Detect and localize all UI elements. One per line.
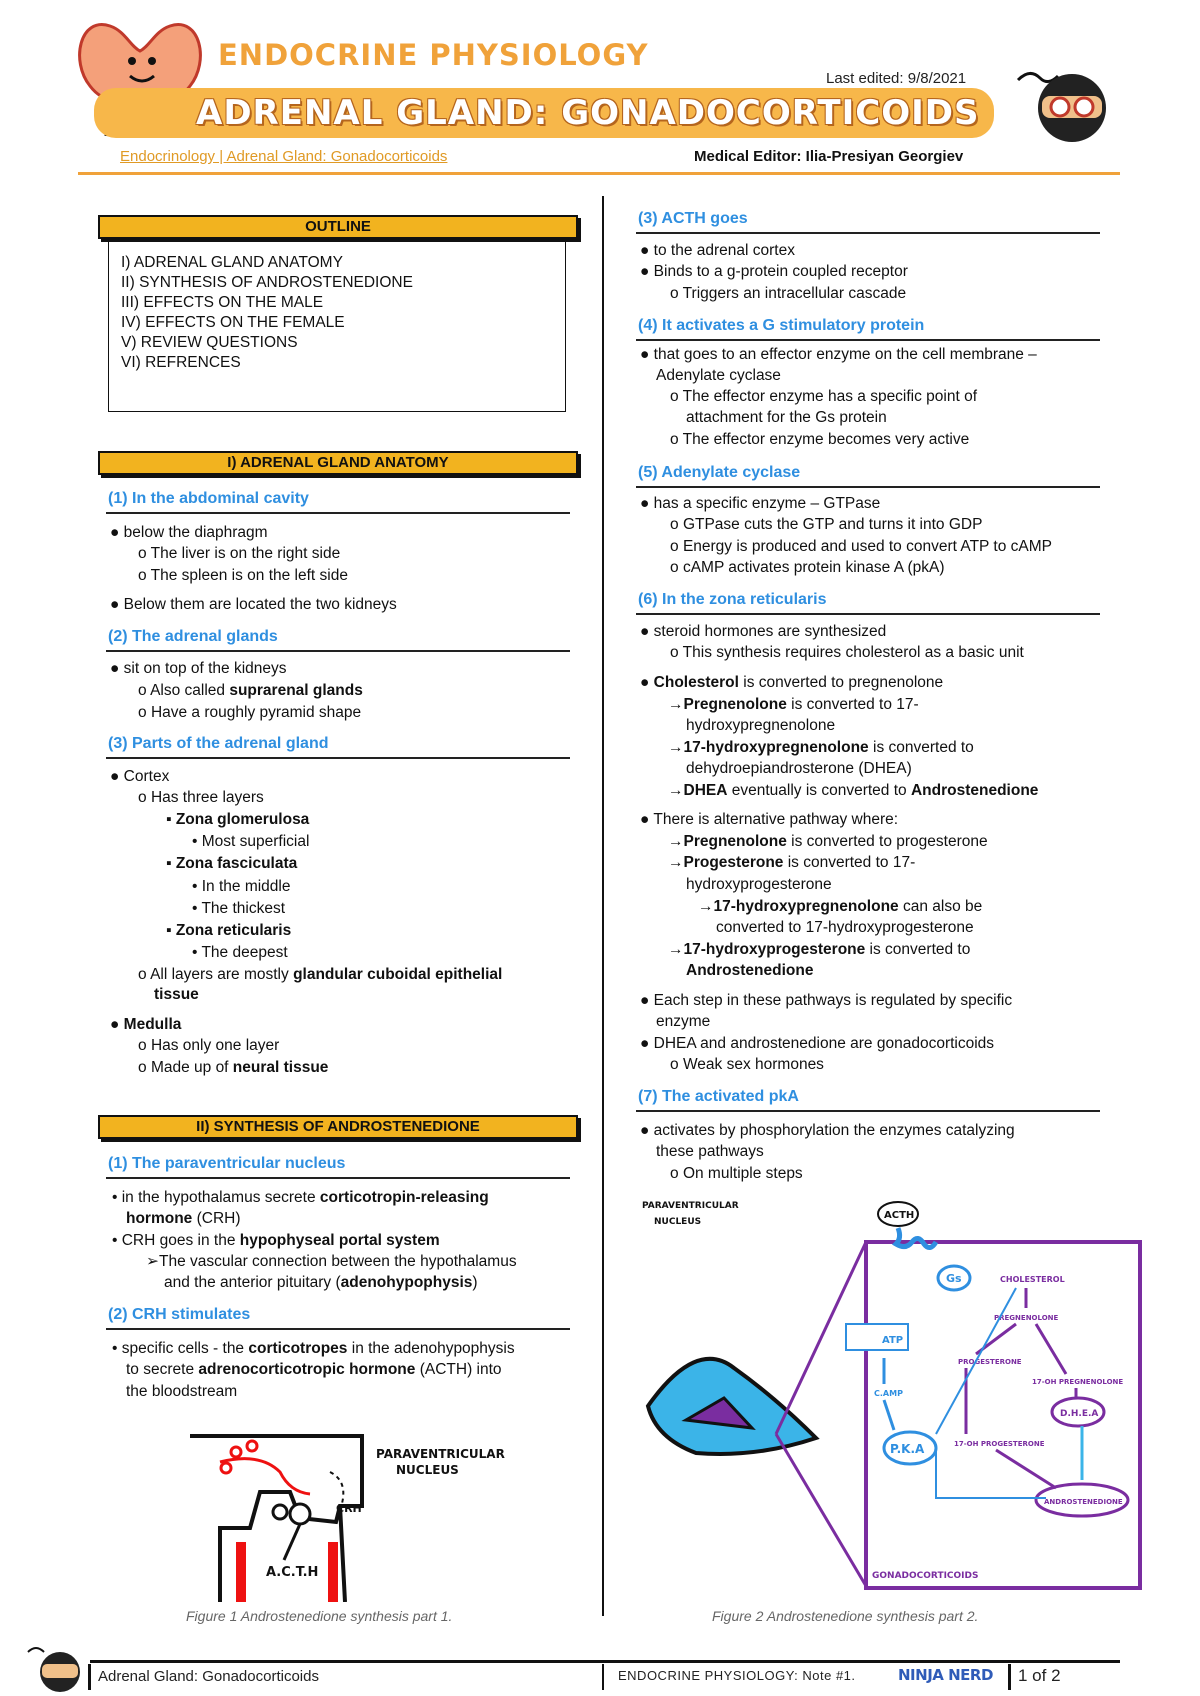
subheading-rule [636, 1110, 1100, 1112]
footer-divider [90, 1660, 1120, 1663]
fig1-label-acth: A.C.T.H [266, 1565, 319, 1580]
bullet-text: →17-hydroxypregnenolone is converted to [668, 739, 974, 756]
column-divider [602, 196, 604, 1616]
footer-brand-logo: NINJA NERD [898, 1666, 993, 1684]
breadcrumb-link[interactable]: Endocrinology | Adrenal Gland: Gonadocorticoids [120, 148, 448, 165]
sec1-sub3-title: (3) Parts of the adrenal gland [108, 735, 329, 752]
subject-title: ENDOCRINE PHYSIOLOGY [218, 38, 649, 72]
bullet-text: o cAMP activates protein kinase A (pkA) [670, 559, 945, 576]
bullet-text: dehydroepiandrosterone (DHEA) [686, 760, 912, 777]
subheading-rule [106, 650, 570, 652]
bullet-text: • The deepest [192, 944, 288, 961]
figure-1-diagram [180, 1432, 520, 1602]
sec1-sub2-title: (2) The adrenal glands [108, 628, 278, 645]
bullet-text: o GTPase cuts the GTP and turns it into GDP [670, 516, 983, 533]
outline-item[interactable]: IV) EFFECTS ON THE FEMALE [121, 314, 345, 331]
bullet-text: ● that goes to an effector enzyme on the cell membrane – [640, 346, 1037, 363]
bullet-text: o All layers are mostly glandular cuboidal epithelial [138, 966, 503, 983]
subheading-rule [636, 339, 1100, 341]
fig2-label-acth: ACTH [884, 1210, 915, 1221]
bullet-text: converted to 17-hydroxyprogesterone [716, 919, 974, 936]
bullet-text: the bloodstream [126, 1383, 238, 1400]
subheading-rule [106, 757, 570, 759]
bullet-text: ● There is alternative pathway where: [640, 811, 899, 828]
bullet-text: o Has only one layer [138, 1037, 280, 1054]
bullet-text: o The effector enzyme has a specific point of [670, 388, 978, 405]
fig2-label-gono: GONADOCORTICOIDS [872, 1571, 979, 1581]
footer-ninja-icon [26, 1642, 86, 1694]
bullet-text: →17-hydroxyprogesterone is converted to [668, 941, 971, 958]
bullet-text: ● Binds to a g-protein coupled receptor [640, 263, 908, 280]
outline-item[interactable]: II) SYNTHESIS OF ANDROSTENEDIONE [121, 274, 413, 291]
section-2-heading: II) SYNTHESIS OF ANDROSTENEDIONE [98, 1115, 578, 1139]
bullet-text: enzyme [656, 1013, 711, 1030]
fig1-label-crh: CRH [336, 1502, 362, 1515]
footer-middle: ENDOCRINE PHYSIOLOGY: Note #1. [618, 1668, 856, 1683]
subheading-rule [636, 486, 1100, 488]
page-title: ADRENAL GLAND: GONADOCORTICOIDS [196, 93, 980, 133]
sec1-sub1-title: (1) In the abdominal cavity [108, 490, 309, 507]
fig2-label-dhea: D.H.E.A [1060, 1409, 1099, 1419]
bullet-text: to secrete adrenocorticotropic hormone (ACTH) into [126, 1361, 502, 1378]
bullet-text: • in the hypothalamus secrete corticotropin-releasing [112, 1189, 489, 1206]
fig2-label-ohpreg: 17-OH PREGNENOLONE [1032, 1378, 1124, 1386]
col2-sub3-title: (3) ACTH goes [638, 210, 748, 227]
bullet-text: • CRH goes in the hypophyseal portal system [112, 1232, 440, 1249]
col2-sub7-title: (7) The activated pkA [638, 1088, 799, 1105]
bullet-text: • In the middle [192, 878, 291, 895]
bullet-text: →Progesterone is converted to 17- [668, 854, 916, 871]
bullet-text: ● Cholesterol is converted to pregnenolone [640, 674, 944, 691]
outline-box [108, 238, 566, 412]
subheading-rule [636, 232, 1100, 234]
medical-editor: Medical Editor: Ilia-Presiyan Georgiev [694, 148, 964, 165]
subheading-rule [106, 1328, 570, 1330]
subheading-rule [636, 613, 1100, 615]
figure-2-caption: Figure 2 Androstenedione synthesis part 2. [712, 1608, 979, 1624]
figure-2-diagram [636, 1198, 1146, 1598]
bullet-text: attachment for the Gs protein [686, 409, 887, 426]
bullet-text: ● Below them are located the two kidneys [110, 596, 397, 613]
footer-left: Adrenal Gland: Gonadocorticoids [98, 1668, 319, 1685]
bullet-text: →Pregnenolone is converted to 17- [668, 696, 919, 713]
bullet-text: • specific cells - the corticotropes in the adenohypophysis [112, 1340, 515, 1357]
bullet-text: ● has a specific enzyme – GTPase [640, 495, 881, 512]
subheading-rule [106, 512, 570, 514]
fig2-label-pka: P.K.A [890, 1442, 925, 1456]
bullet-text: →DHEA eventually is converted to Androstenedione [668, 782, 1039, 799]
bullet-text: o The effector enzyme becomes very active [670, 431, 970, 448]
bullet-text: these pathways [656, 1143, 764, 1160]
bullet-text: ● steroid hormones are synthesized [640, 623, 887, 640]
page-number: 1 of 2 [1018, 1666, 1061, 1685]
ninja-avatar-icon [1010, 60, 1120, 150]
outline-item[interactable]: III) EFFECTS ON THE MALE [121, 294, 324, 311]
fig2-label-andro: ANDROSTENEDIONE [1044, 1498, 1123, 1506]
bullet-text: Androstenedione [686, 962, 814, 979]
bullet-text: • Most superficial [192, 833, 310, 850]
bullet-text: o The spleen is on the left side [138, 567, 348, 584]
bullet-text: ● Cortex [110, 768, 170, 785]
outline-item[interactable]: I) ADRENAL GLAND ANATOMY [121, 254, 343, 271]
bullet-text: ● Medulla [110, 1016, 182, 1033]
bullet-text: • The thickest [192, 900, 286, 917]
bullet-text: o Have a roughly pyramid shape [138, 704, 362, 721]
bullet-text: ▪ Zona glomerulosa [166, 811, 310, 828]
header-divider [78, 172, 1120, 175]
bullet-text: ● activates by phosphorylation the enzymes catalyzing [640, 1122, 1015, 1139]
bullet-text: ● below the diaphragm [110, 524, 268, 541]
bullet-text: ● to the adrenal cortex [640, 242, 795, 259]
bullet-text: o Weak sex hormones [670, 1056, 824, 1073]
bullet-text: o On multiple steps [670, 1165, 803, 1182]
subheading-rule [106, 1177, 570, 1179]
fig2-label-pv2: NUCLEUS [654, 1217, 702, 1227]
section-1-heading: I) ADRENAL GLAND ANATOMY [98, 451, 578, 475]
bullet-text: hydroxypregnenolone [686, 717, 836, 734]
sec2-sub1-title: (1) The paraventricular nucleus [108, 1155, 346, 1172]
fig2-label-camp: C.AMP [874, 1389, 903, 1398]
fig2-label-atp: ATP [882, 1335, 904, 1346]
bullet-text: tissue [154, 986, 199, 1003]
bullet-text: hormone (CRH) [126, 1210, 241, 1227]
bullet-text: →17-hydroxypregnenolone can also be [698, 898, 983, 915]
col2-sub5-title: (5) Adenylate cyclase [638, 464, 801, 481]
fig2-label-prog: PROGESTERONE [958, 1358, 1022, 1366]
fig2-label-gs: Gs [946, 1272, 962, 1285]
fig2-label-pv1: PARAVENTRICULAR [642, 1201, 739, 1211]
fig2-label-preg: PREGNENOLONE [994, 1314, 1059, 1322]
col2-sub6-title: (6) In the zona reticularis [638, 591, 827, 608]
bullet-text: ▪ Zona reticularis [166, 922, 292, 939]
bullet-text: o Also called suprarenal glands [138, 682, 363, 699]
bullet-text: ● sit on top of the kidneys [110, 660, 287, 677]
fig2-label-ohprog: 17-OH PROGESTERONE [954, 1440, 1045, 1448]
outline-heading: OUTLINE [98, 215, 578, 239]
footer-tick [602, 1664, 604, 1690]
bullet-text: o Made up of neural tissue [138, 1059, 329, 1076]
bullet-text: o This synthesis requires cholesterol as a basic unit [670, 644, 1024, 661]
figure-1-caption: Figure 1 Androstenedione synthesis part 1. [186, 1608, 453, 1624]
col2-sub4-title: (4) It activates a G stimulatory protein [638, 317, 925, 334]
footer-tick [88, 1664, 91, 1690]
bullet-text: ● DHEA and androstenedione are gonadocorticoids [640, 1035, 995, 1052]
bullet-text: ● Each step in these pathways is regulated by specific [640, 992, 1013, 1009]
bullet-text: Adenylate cyclase [656, 367, 781, 384]
outline-item[interactable]: V) REVIEW QUESTIONS [121, 334, 298, 351]
fig1-label-pv1: PARAVENTRICULAR [376, 1447, 505, 1461]
bullet-text: o Triggers an intracellular cascade [670, 285, 907, 302]
fig2-label-chol: CHOLESTEROL [1000, 1275, 1065, 1284]
bullet-text: o Has three layers [138, 789, 264, 806]
bullet-text: ▪ Zona fasciculata [166, 855, 298, 872]
fig1-label-pv2: NUCLEUS [396, 1463, 459, 1477]
outline-item[interactable]: VI) REFRENCES [121, 354, 241, 371]
sec2-sub2-title: (2) CRH stimulates [108, 1306, 251, 1323]
footer-tick [1008, 1664, 1011, 1690]
bullet-text: ➢The vascular connection between the hypothalamus [146, 1253, 517, 1270]
bullet-text: and the anterior pituitary (adenohypophysis) [164, 1274, 478, 1291]
bullet-text: o Energy is produced and used to convert ATP to cAMP [670, 538, 1052, 555]
bullet-text: hydroxyprogesterone [686, 876, 832, 893]
last-edited: Last edited: 9/8/2021 [826, 70, 967, 87]
bullet-text: →Pregnenolone is converted to progesterone [668, 833, 988, 850]
bullet-text: o The liver is on the right side [138, 545, 341, 562]
